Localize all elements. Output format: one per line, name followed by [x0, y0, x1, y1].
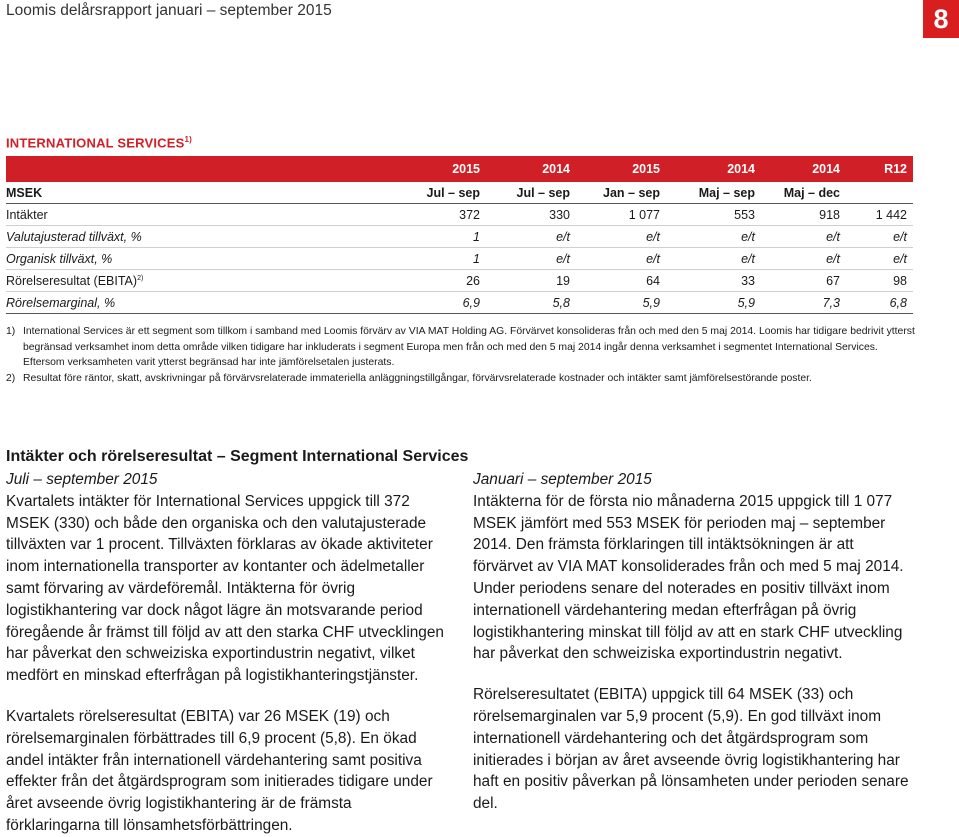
table-cell: e/t — [761, 226, 846, 248]
table-cell: e/t — [846, 226, 913, 248]
row-label — [6, 248, 306, 270]
table-period-header — [6, 182, 913, 204]
article-title: Intäkter och rörelseresultat – Segment International Services — [6, 448, 469, 465]
article-right-column — [473, 469, 913, 815]
year-header-cell: 2014 — [761, 156, 846, 182]
row-label-text: Intäkter — [6, 207, 48, 222]
report-title: Loomis delårsrapport januari – september 2015 — [6, 2, 332, 19]
table-cell: e/t — [761, 248, 846, 270]
table-cell: e/t — [486, 248, 576, 270]
table-cell: 918 — [761, 204, 846, 226]
row-label-text: Valutajusterad tillväxt, % — [6, 229, 142, 244]
table-cell: 64 — [576, 270, 666, 292]
table-cell: 98 — [846, 270, 913, 292]
year-header-cell: R12 — [846, 156, 913, 182]
table-row — [6, 226, 913, 248]
unit-label: MSEK — [6, 182, 306, 204]
table-cell: 7,3 — [761, 292, 846, 314]
table-cell: 1 442 — [846, 204, 913, 226]
table-year-header — [6, 156, 913, 182]
year-header-blank — [6, 156, 306, 182]
footnote — [6, 324, 921, 371]
footnote-number: 1) — [6, 326, 16, 337]
left-subheading: Juli – september 2015 — [6, 471, 158, 488]
table-cell: e/t — [846, 248, 913, 270]
table-cell: 6,8 — [846, 292, 913, 314]
page-number: 8 — [933, 4, 949, 34]
table-cell: 1 077 — [576, 204, 666, 226]
table-cell: 5,9 — [576, 292, 666, 314]
row-label — [6, 270, 306, 292]
year-header-cell: 2014 — [486, 156, 576, 182]
left-paragraph-2: Kvartalets rörelseresultat (EBITA) var 26 MSEK (19) och rörelsemarginalen förbättrades till 6,9 procent (5,8). En ökad andel intäkter från internationell värdehantering samt positiva effekter från det åtgärdsprogram som initierades tidigare under året avseende övrig logistikhantering är de främsta förklaringarna till lönsamhetsförbättringen. — [6, 707, 433, 834]
year-header-cell: 2015 — [576, 156, 666, 182]
footnote — [6, 371, 921, 387]
row-label-text: Organisk tillväxt, % — [6, 251, 113, 266]
period-header-cell: Jul – sep — [486, 182, 576, 204]
table-cell: 1 — [306, 248, 486, 270]
table-cell: 5,9 — [666, 292, 761, 314]
table-cell: e/t — [486, 226, 576, 248]
table-cell: 26 — [306, 270, 486, 292]
financial-table — [6, 156, 913, 314]
right-subheading: Januari – september 2015 — [473, 471, 652, 488]
right-paragraph-2: Rörelseresultatet (EBITA) uppgick till 64 MSEK (33) och rörelsemarginalen var 5,9 procent (5,9). En god tillväxt inom internationell värdehantering och det åtgärdsprogram som initierades i början av året avseende övrig logistikhantering har haft en positiv påverkan på lönsamheten under perioden senare del. — [473, 686, 909, 813]
table-cell: 6,9 — [306, 292, 486, 314]
left-paragraph-1: Kvartalets intäkter för International Services uppgick till 372 MSEK (330) och både den organiska och den valutajusterade tillväxten var 1 procent. Tillväxten förklaras av ökade aktiviteter inom internationella transporter av kontanter och ädelmetaller samt förvaring av värdeföremål. Intäkterna för övrig logistikhantering var dock något lägre än motsvarande period föregående år främst till följd av att den starka CHF utvecklingen har påverkat den schweiziska exportindustrin negativt, vilket medfört en minskad efterfrågan på logistikhanteringstjänster. — [6, 492, 444, 685]
footnote-text: International Services är ett segment som tillkom i samband med Loomis förvärv av VIA MAT Holding AG. Förvärvet konsolideras från och med den 5 maj 2014. Loomis har tidigare bedrivit ytterst begränsad verksamhet inom detta område vilken tidigare har inkluderats i segment Europa men från och med den 5 maj 2014 ingår denna verksamhet i segmentet International Services. Eftersom verksamheten varit ytterst begränsad har inte jämförelsetalen justerats. — [23, 326, 915, 368]
row-label-text: Rörelsemarginal, % — [6, 295, 116, 310]
table-cell: 5,8 — [486, 292, 576, 314]
table-cell: e/t — [666, 226, 761, 248]
table-cell: 67 — [761, 270, 846, 292]
table-cell: 372 — [306, 204, 486, 226]
footnote-text: Resultat före räntor, skatt, avskrivningar på förvärvsrelaterade immateriella anläggningstillgångar, förvärvsrelaterade kostnader och intäkter samt jämförelsestörande poster. — [23, 372, 812, 384]
footnote-number: 2) — [6, 372, 16, 384]
page-header — [0, 0, 959, 38]
table-row — [6, 248, 913, 270]
table-cell: 553 — [666, 204, 761, 226]
section-heading-text: INTERNATIONAL SERVICES — [6, 135, 185, 151]
table-cell: 330 — [486, 204, 576, 226]
period-header-cell: Maj – dec — [761, 182, 846, 204]
row-label — [6, 226, 306, 248]
period-header-cell: Jan – sep — [576, 182, 666, 204]
row-label — [6, 204, 306, 226]
page-number-badge — [923, 0, 959, 38]
table-row — [6, 204, 913, 226]
table-row — [6, 270, 913, 292]
footnotes — [6, 324, 921, 386]
table-cell: e/t — [576, 226, 666, 248]
table-cell: 33 — [666, 270, 761, 292]
article-left-column — [6, 447, 469, 837]
year-header-cell: 2015 — [306, 156, 486, 182]
row-label — [6, 292, 306, 314]
period-header-cell — [846, 182, 913, 204]
table-row — [6, 292, 913, 314]
table-cell: e/t — [576, 248, 666, 270]
section-heading-note: 1) — [184, 135, 192, 144]
row-label-note: 2) — [137, 274, 144, 282]
period-header-cell: Jul – sep — [306, 182, 486, 204]
table-cell: 19 — [486, 270, 576, 292]
section-heading — [6, 135, 192, 150]
table-cell: 1 — [306, 226, 486, 248]
row-label-text: Rörelseresultat (EBITA) — [6, 273, 138, 288]
period-header-cell: Maj – sep — [666, 182, 761, 204]
year-header-cell: 2014 — [666, 156, 761, 182]
right-paragraph-1: Intäkterna för de första nio månaderna 2015 uppgick till 1 077 MSEK jämfört med 553 MSEK för perioden maj – september 2014. Den främsta förklaringen till intäktsökningen är att förvärvet av VIA MAT konsoliderades från och med 5 maj 2014. Under periodens senare del noterades en positiv tillväxt inom internationell värdehantering medan efterfrågan på övrig logistikhantering minskat till följd av att en stark CHF utveckling har påverkat den schweiziska exportindustrin negativt. — [473, 492, 904, 663]
table-cell: e/t — [666, 248, 761, 270]
